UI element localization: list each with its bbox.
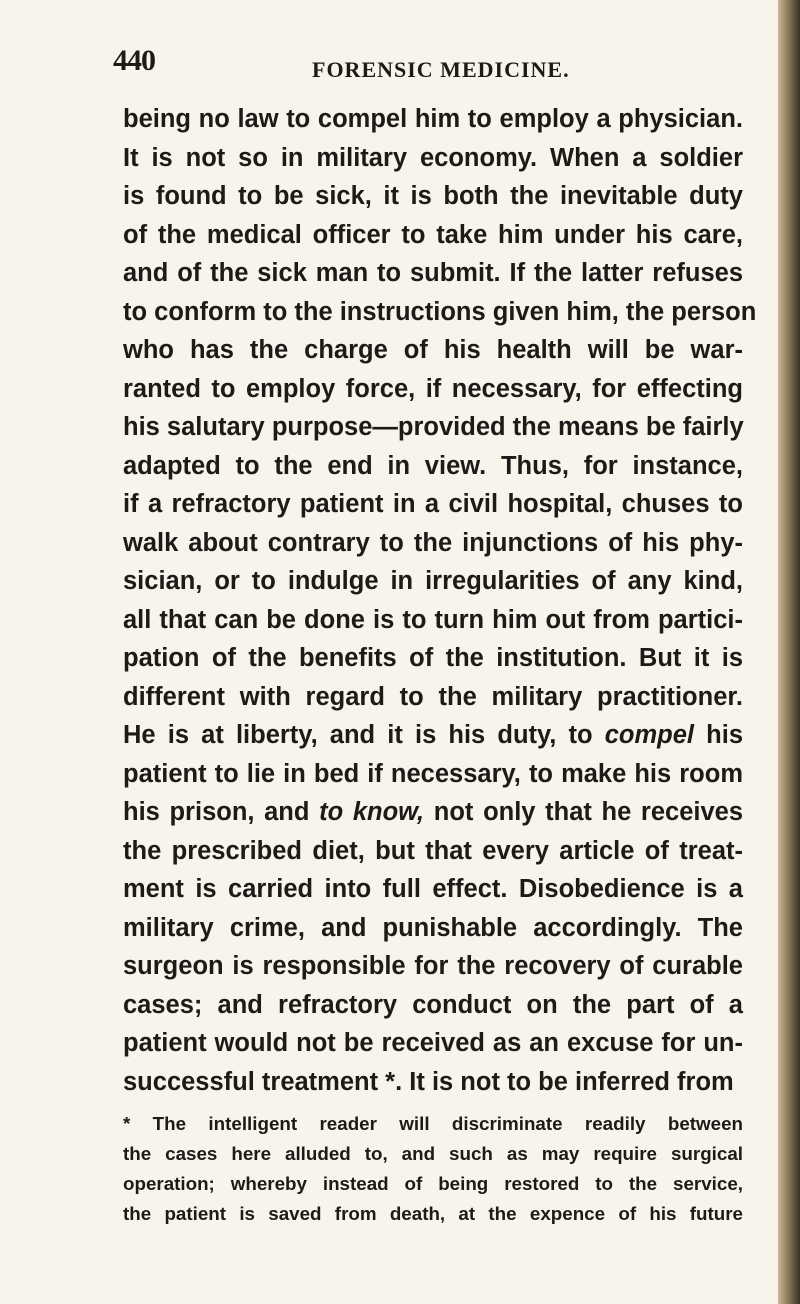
body-text-line: of the medical officer to take him under his care,: [123, 220, 743, 249]
body-text-line: and of the sick man to submit. If the latter refuses: [123, 259, 743, 287]
body-text-line: pation of the benefits of the institution. But it is: [123, 644, 743, 672]
body-text-line: military crime, and punishable accordingly. The: [123, 913, 743, 942]
body-text-line: different with regard to the military practitioner.: [123, 682, 743, 711]
body-text-line: patient would not be received as an excuse for un-: [123, 1029, 743, 1057]
footnote-line: * The intelligent reader will discriminate readily between: [123, 1113, 743, 1134]
body-text-line: walk about contrary to the injunctions of his phy-: [123, 528, 743, 557]
page-number: 440: [113, 44, 155, 77]
text-run: He is at liberty, and it is his duty, to: [123, 721, 605, 749]
body-text-line: all that can be done is to turn him out from partici-: [123, 605, 743, 634]
text-run: his prison, and: [123, 798, 320, 826]
body-text: [123, 100, 757, 1101]
book-binding-edge: [778, 0, 800, 1304]
body-text-line: if a refractory patient in a civil hospital, chuses to: [123, 490, 743, 518]
italic-emphasis: compel: [604, 721, 695, 749]
body-text-line: cases; and refractory conduct on the part of a: [123, 990, 743, 1019]
body-text-line: being no law to compel him to employ a physician.: [123, 105, 743, 133]
body-text-line: adapted to the end in view. Thus, for instance,: [123, 451, 743, 480]
text-run: his: [694, 721, 743, 749]
body-text-line: the prescribed diet, but that every article of treat-: [123, 836, 743, 865]
body-text-line: patient to lie in bed if necessary, to make his room: [123, 759, 743, 788]
body-text-line: is found to be sick, it is both the inevitable duty: [123, 182, 743, 210]
body-text-line: [123, 793, 743, 832]
body-text-line: his salutary purpose—provided the means be fairly: [123, 413, 744, 441]
footnote: [123, 1109, 743, 1229]
running-head: FORENSIC MEDICINE.: [312, 57, 570, 82]
italic-emphasis: to know,: [319, 798, 425, 826]
footnote-line: the cases here alluded to, and such as may require surgical: [123, 1143, 743, 1164]
body-text-line: who has the charge of his health will be war-: [123, 336, 743, 364]
body-text-line: surgeon is responsible for the recovery of curable: [123, 952, 743, 980]
body-text-line: successful treatment *. It is not to be inferred from: [123, 1067, 734, 1096]
body-text-line: ranted to employ force, if necessary, for effecting: [123, 374, 743, 403]
text-run: not only that he receives: [424, 798, 744, 826]
footnote-line: operation; whereby instead of being restored to the service,: [123, 1173, 743, 1194]
footnote-line: the patient is saved from death, at the expence of his future: [123, 1203, 743, 1224]
body-text-line: ment is carried into full effect. Disobedience is a: [123, 875, 743, 903]
body-text-line: It is not so in military economy. When a soldier: [123, 143, 743, 172]
body-text-line: to conform to the instructions given him, the person: [123, 297, 757, 326]
body-text-line: [123, 716, 743, 755]
body-text-line: sician, or to indulge in irregularities of any kind,: [123, 567, 743, 595]
